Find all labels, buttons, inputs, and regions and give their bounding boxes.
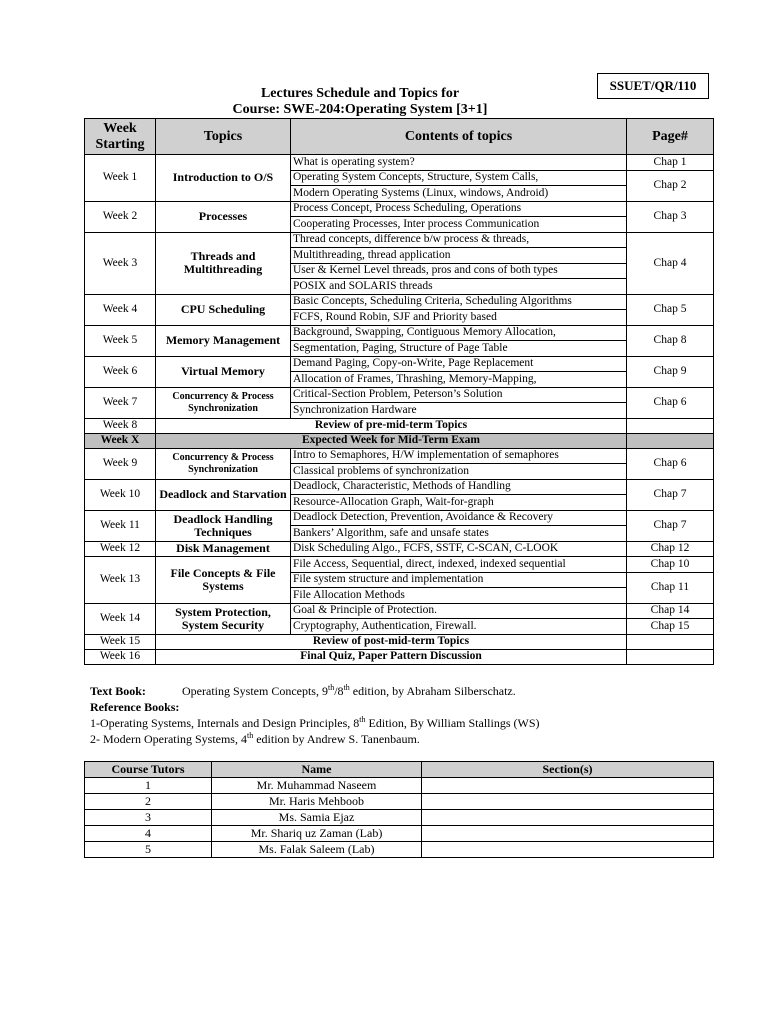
content-cell: Thread concepts, difference b/w process & threads,: [291, 232, 627, 248]
content-cell: Modern Operating Systems (Linux, windows, Android): [291, 186, 627, 202]
table-row: [85, 433, 714, 448]
reference-books-label: Reference Books:: [90, 700, 180, 714]
page-cell: Chap 15: [627, 619, 714, 635]
tutor-section: [422, 794, 714, 810]
table-row: [85, 155, 714, 171]
week-cell: Week 9: [85, 448, 156, 479]
topic-cell: Virtual Memory: [156, 356, 291, 387]
header-week: [85, 119, 156, 155]
table-row: [85, 232, 714, 248]
tutor-name: Mr. Muhammad Naseem: [212, 778, 422, 794]
topic-cell: Deadlock Handling Techniques: [156, 510, 291, 541]
topic-cell: System Protection, System Security: [156, 603, 291, 634]
content-cell: Critical-Section Problem, Peterson’s Solution: [291, 387, 627, 403]
week-cell: Week 8: [85, 418, 156, 433]
table-row: [85, 418, 714, 433]
ref1-pre: 1-Operating Systems, Internals and Design Principles, 8: [90, 716, 360, 730]
page-cell: [627, 418, 714, 433]
reference-book-2: [90, 731, 730, 747]
content-cell: Deadlock Detection, Prevention, Avoidance & Recovery: [291, 510, 627, 526]
page-cell: Chap 9: [627, 356, 714, 387]
content-cell: Demand Paging, Copy-on-Write, Page Replacement: [291, 356, 627, 372]
week-cell: Week 3: [85, 232, 156, 294]
table-row: [85, 387, 714, 403]
tutor-name: Ms. Samia Ejaz: [212, 810, 422, 826]
text-book: [182, 684, 516, 698]
topic-cell: Concurrency & Process Synchronization: [156, 448, 291, 479]
week-cell: Week 2: [85, 201, 156, 232]
title-line-1: Lectures Schedule and Topics for: [260, 86, 460, 101]
table-row: [85, 479, 714, 495]
content-cell: File Access, Sequential, direct, indexed, indexed sequential: [291, 557, 627, 573]
schedule-table: [84, 118, 714, 665]
tutor-section: [422, 826, 714, 842]
content-cell: Goal & Principle of Protection.: [291, 603, 627, 619]
topic-cell: Threads and Multithreading: [156, 232, 291, 294]
page-cell: Chap 2: [627, 170, 714, 201]
tutor-section: [422, 842, 714, 858]
content-cell: Disk Scheduling Algo., FCFS, SSTF, C-SCAN, C-LOOK: [291, 541, 627, 557]
content-cell: Synchronization Hardware: [291, 403, 627, 419]
header-week-line1: Week: [103, 120, 137, 136]
tutor-section: [422, 810, 714, 826]
tutor-number: 2: [85, 794, 212, 810]
page-cell: Chap 6: [627, 448, 714, 479]
table-row: [85, 634, 714, 649]
ref2-sup: th: [246, 731, 254, 740]
content-cell: Classical problems of synchronization: [291, 464, 627, 480]
table-row: [85, 448, 714, 464]
table-row: [85, 510, 714, 526]
content-cell: Basic Concepts, Scheduling Criteria, Scheduling Algorithms: [291, 294, 627, 310]
week-cell: Week 7: [85, 387, 156, 418]
tutor-row: [85, 778, 714, 794]
tutors-header-name: Name: [212, 762, 422, 778]
tutor-number: 1: [85, 778, 212, 794]
table-row: [85, 201, 714, 217]
week-cell: Week 5: [85, 325, 156, 356]
week-cell: Week 16: [85, 649, 156, 664]
content-cell: Segmentation, Paging, Structure of Page Table: [291, 341, 627, 357]
page-cell: Chap 10: [627, 557, 714, 573]
page-cell: Chap 7: [627, 479, 714, 510]
header-contents: Contents of topics: [291, 119, 627, 155]
tutor-section: [422, 778, 714, 794]
tutor-row: [85, 794, 714, 810]
week-cell: Week X: [85, 433, 156, 448]
page-cell: Chap 14: [627, 603, 714, 619]
table-row: [85, 557, 714, 573]
content-cell: FCFS, Round Robin, SJF and Priority based: [291, 310, 627, 326]
page-cell: [627, 433, 714, 448]
page-cell: Chap 12: [627, 541, 714, 557]
ref1-sup: th: [359, 715, 366, 724]
content-cell: Process Concept, Process Scheduling, Operations: [291, 201, 627, 217]
table-row: [85, 603, 714, 619]
tutors-header-number: Course Tutors: [85, 762, 212, 778]
page-cell: Chap 4: [627, 232, 714, 294]
content-cell: Deadlock, Characteristic, Methods of Handling: [291, 479, 627, 495]
topic-cell: Disk Management: [156, 541, 291, 557]
topic-cell: Memory Management: [156, 325, 291, 356]
tutor-number: 4: [85, 826, 212, 842]
content-cell: Resource-Allocation Graph, Wait-for-graph: [291, 495, 627, 511]
content-cell: File Allocation Methods: [291, 588, 627, 604]
tutor-name: Mr. Haris Mehboob: [212, 794, 422, 810]
header-topics: Topics: [156, 119, 291, 155]
content-cell: User & Kernel Level threads, pros and cons of both types: [291, 263, 627, 279]
review-cell: Expected Week for Mid-Term Exam: [156, 433, 627, 448]
week-cell: Week 10: [85, 479, 156, 510]
table-row: [85, 356, 714, 372]
page-cell: [627, 649, 714, 664]
reference-book-1: [90, 715, 730, 731]
page-cell: Chap 5: [627, 294, 714, 325]
header-page: Page#: [627, 119, 714, 155]
content-cell: Cooperating Processes, Inter process Communication: [291, 217, 627, 233]
week-cell: Week 1: [85, 155, 156, 202]
page-cell: Chap 1: [627, 155, 714, 171]
books-section: [90, 683, 730, 747]
content-cell: Bankers’ Algorithm, safe and unsafe states: [291, 526, 627, 542]
ref2-pre: 2- Modern Operating Systems, 4: [90, 732, 247, 746]
review-cell: Final Quiz, Paper Pattern Discussion: [156, 649, 627, 664]
week-cell: Week 11: [85, 510, 156, 541]
content-cell: Allocation of Frames, Thrashing, Memory-Mapping,: [291, 372, 627, 388]
week-cell: Week 14: [85, 603, 156, 634]
table-row: [85, 294, 714, 310]
content-cell: POSIX and SOLARIS threads: [291, 279, 627, 295]
topic-cell: Introduction to O/S: [156, 155, 291, 202]
table-row: [85, 649, 714, 664]
ref2-post: edition by Andrew S. Tanenbaum.: [253, 732, 420, 746]
page-cell: Chap 6: [627, 387, 714, 418]
content-cell: What is operating system?: [291, 155, 627, 171]
content-cell: Intro to Semaphores, H/W implementation of semaphores: [291, 448, 627, 464]
page-title: [150, 86, 570, 118]
page-cell: Chap 3: [627, 201, 714, 232]
content-cell: Cryptography, Authentication, Firewall.: [291, 619, 627, 635]
table-row: [85, 325, 714, 341]
week-cell: Week 15: [85, 634, 156, 649]
document-code: SSUET/QR/110: [597, 73, 709, 99]
text-book-sup1: th: [327, 683, 335, 692]
topic-cell: Deadlock and Starvation: [156, 479, 291, 510]
table-row: [85, 541, 714, 557]
week-cell: Week 13: [85, 557, 156, 604]
week-cell: Week 4: [85, 294, 156, 325]
tutor-row: [85, 810, 714, 826]
review-cell: Review of post-mid-term Topics: [156, 634, 627, 649]
tutors-table: [84, 761, 714, 858]
text-book-pre: Operating System Concepts, 9: [182, 684, 328, 698]
text-book-post: edition, by Abraham Silberschatz.: [349, 684, 516, 698]
header-week-line2: Starting: [95, 136, 145, 152]
topic-cell: Concurrency & Process Synchronization: [156, 387, 291, 418]
content-cell: Background, Swapping, Contiguous Memory Allocation,: [291, 325, 627, 341]
content-cell: Operating System Concepts, Structure, System Calls,: [291, 170, 627, 186]
text-book-sup2: th: [343, 683, 350, 692]
tutor-number: 3: [85, 810, 212, 826]
tutor-number: 5: [85, 842, 212, 858]
ref1-post: Edition, By William Stallings (WS): [365, 716, 540, 730]
tutor-name: Ms. Falak Saleem (Lab): [212, 842, 422, 858]
page-cell: Chap 7: [627, 510, 714, 541]
text-book-mid: /8: [334, 684, 344, 698]
topic-cell: CPU Scheduling: [156, 294, 291, 325]
title-line-2: Course: SWE-204:Operating System [3+1]: [232, 102, 488, 117]
week-cell: Week 6: [85, 356, 156, 387]
tutors-header-sections: Section(s): [422, 762, 714, 778]
review-cell: Review of pre-mid-term Topics: [156, 418, 627, 433]
text-book-label: Text Book:: [90, 684, 146, 698]
week-cell: Week 12: [85, 541, 156, 557]
tutor-row: [85, 826, 714, 842]
content-cell: Multithreading, thread application: [291, 248, 627, 264]
content-cell: File system structure and implementation: [291, 572, 627, 588]
page-cell: Chap 11: [627, 572, 714, 603]
page-cell: Chap 8: [627, 325, 714, 356]
tutor-name: Mr. Shariq uz Zaman (Lab): [212, 826, 422, 842]
page-cell: [627, 634, 714, 649]
topic-cell: Processes: [156, 201, 291, 232]
tutor-row: [85, 842, 714, 858]
topic-cell: File Concepts & File Systems: [156, 557, 291, 604]
